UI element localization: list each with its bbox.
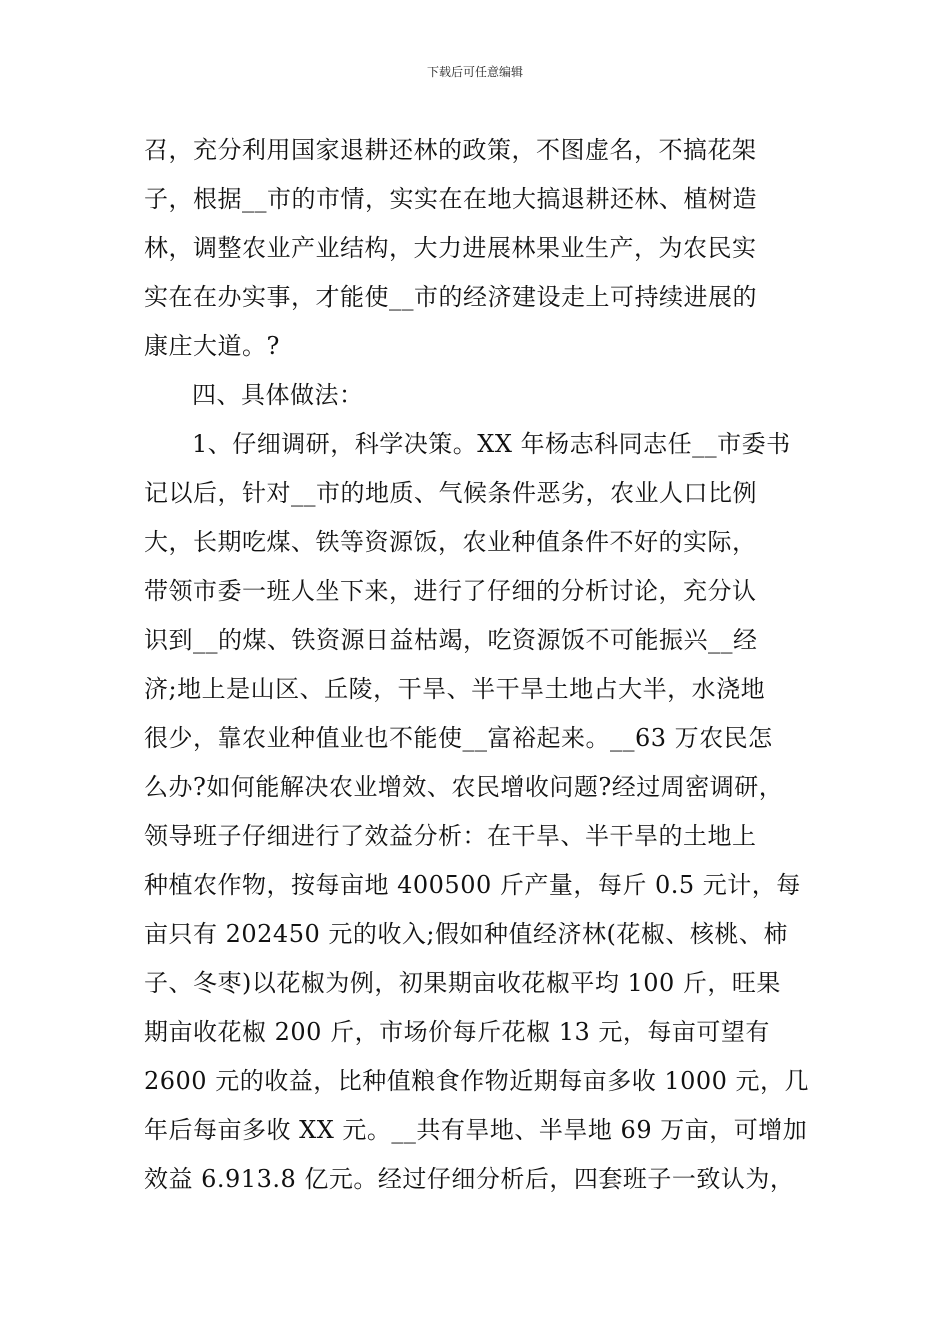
text-line: 种植农作物，按每亩地 400500 斤产量，每斤 0.5 元计，每: [144, 871, 801, 899]
text-line: 年后每亩多收 XX 元。__共有旱地、半旱地 69 万亩，可增加: [144, 1116, 808, 1144]
text-line: 很少，靠农业种值业也不能使__富裕起来。__63 万农民怎: [144, 724, 773, 752]
text-line: 领导班子仔细进行了效益分析：在干旱、半干旱的土地上: [144, 822, 757, 850]
page-header: 下载后可任意编辑: [426, 65, 523, 79]
text-line: 康庄大道。?: [144, 332, 280, 360]
section-heading: 四、具体做法：: [192, 381, 364, 409]
document-body: [144, 126, 812, 1204]
text-line: 子，根据__市的市情，实实在在地大搞退耕还林、植树造: [144, 185, 757, 213]
text-line: 召，充分利用国家退耕还林的政策，不图虚名，不搞花架: [144, 136, 757, 164]
text-line: 实在在办实事，才能使__市的经济建设走上可持续进展的: [144, 283, 757, 311]
text-line: 子、冬枣)以花椒为例，初果期亩收花椒平均 100 斤，旺果: [144, 969, 781, 997]
text-line: 林，调整农业产业结构，大力进展林果业生产，为农民实: [144, 234, 757, 262]
text-line: 亩只有 202450 元的收入;假如种值经济林(花椒、核桃、柿: [144, 920, 788, 948]
text-line: 2600 元的收益，比种值粮食作物近期每亩多收 1000 元，几: [144, 1067, 810, 1095]
text-line: 效益 6.913.8 亿元。经过仔细分析后，四套班子一致认为，: [144, 1165, 795, 1193]
text-line: 1、仔细调研，科学决策。XX 年杨志科同志任__市委书: [192, 430, 791, 458]
text-line: 么办?如何能解决农业增效、农民增收问题?经过周密调研，: [144, 773, 784, 801]
text-line: 识到__的煤、铁资源日益枯竭，吃资源饭不可能振兴__经: [144, 626, 758, 654]
text-line: 带领市委一班人坐下来，进行了仔细的分析讨论，充分认: [144, 577, 757, 605]
text-line: 期亩收花椒 200 斤，市场价每斤花椒 13 元，每亩可望有: [144, 1018, 770, 1046]
text-line: 记以后，针对__市的地质、气候条件恶劣，农业人口比例: [144, 479, 757, 507]
text-line: 济;地上是山区、丘陵，干旱、半干旱土地占大半，水浇地: [144, 675, 766, 703]
text-line: 大，长期吃煤、铁等资源饭，农业种值条件不好的实际，: [144, 528, 757, 556]
